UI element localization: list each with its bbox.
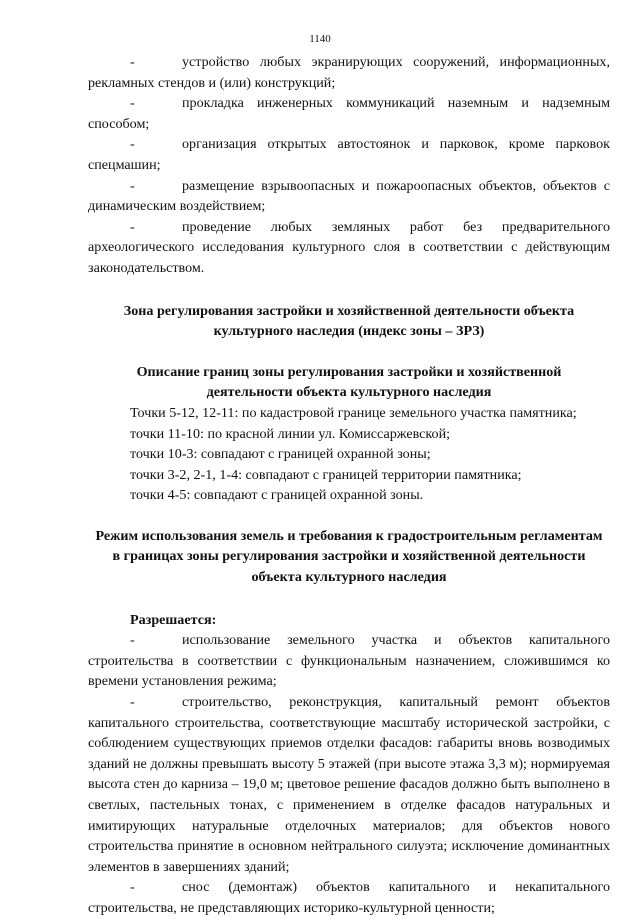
list-dash: - (130, 694, 135, 711)
list-item (88, 134, 610, 175)
page-number: 1140 (309, 33, 331, 45)
boundaries-heading: Описание границ зоны регулирования застройки и хозяйственной деятельности объекта культурного наследия (136, 363, 562, 401)
list-dash: - (130, 54, 135, 70)
list-item-text: устройство любых экранирующих сооружений, информационных, рекламных стендов и (или) конструкций; (88, 54, 610, 91)
list-item (88, 692, 610, 877)
list-item (88, 877, 610, 918)
zone-heading: Зона регулирования застройки и хозяйственной деятельности объекта культурного наследия (индекс зоны – ЗРЗ) (123, 302, 575, 340)
list-item (88, 93, 610, 134)
list-item-text: строительство, реконструкция, капитальный ремонт объектов капитального строительства, соответствующие масштабу исторической застройки, с соблюдением существующих приемов отделки фасадов: габариты вновь возводимых зданий не должны превышать высоту 5 этажей (при высоте этажа 3,3 м); нормируемая высота стен до карниза – 19,0 м; цветовое решение фасадов должно быть выполнено в светлых, пастельных тонах, с применением в отделке фасадов натуральных и имитирующих натуральные отделочных материалов; для объектов нового строительства принятие в основном нейтрального силуэта; исключение доминантных элементов в завершениях зданий; (88, 694, 610, 875)
list-item-text: проведение любых земляных работ без предварительного археологического исследования культурного слоя в соответствии с действующим законодательством. (88, 218, 610, 276)
boundary-paragraph: Точки 5-12, 12-11: по кадастровой границе земельного участка памятника; (130, 404, 577, 421)
allowed-label: Разрешается: (130, 611, 217, 628)
list-item-text: организация открытых автостоянок и парковок, кроме парковок спецмашин; (88, 136, 610, 173)
list-dash: - (130, 632, 135, 649)
list-dash: - (130, 177, 135, 194)
list-item-text: размещение взрывоопасных и пожароопасных объектов, объектов с динамическим воздействием; (88, 177, 610, 215)
list-dash: - (130, 136, 135, 153)
boundary-line: точки 10-3: совпадают с границей охранной зоны; (130, 446, 431, 463)
list-item (88, 217, 610, 279)
boundary-line: точки 3-2, 2-1, 1-4: совпадают с границей территории памятника; (130, 466, 522, 483)
list-item-text: снос (демонтаж) объектов капитального и некапитального строительства, не представляющих историко-культурной ценности; (88, 879, 610, 916)
list-dash: - (130, 879, 135, 896)
list-item-text: использование земельного участка и объектов капитального строительства в соответствии с функциональным назначением, сложившимся ко времени установления режима; (88, 632, 610, 690)
boundary-line: точки 11-10: по красной линии ул. Комиссаржевской; (130, 425, 451, 442)
document-body (88, 52, 610, 919)
list-item (88, 52, 610, 93)
list-dash: - (130, 218, 135, 235)
list-item (88, 176, 610, 217)
mode-heading: Режим использования земель и требования к градостроительным регламентам в границах зоны регулирования застройки и хозяйственной деятельности объекта культурного наследия (95, 527, 603, 586)
list-dash: - (130, 95, 135, 112)
list-item-text: прокладка инженерных коммуникаций наземным и надземным способом; (88, 95, 610, 132)
boundary-line: точки 4-5: совпадают с границей охранной зоны. (130, 487, 424, 504)
list-item (88, 630, 610, 692)
